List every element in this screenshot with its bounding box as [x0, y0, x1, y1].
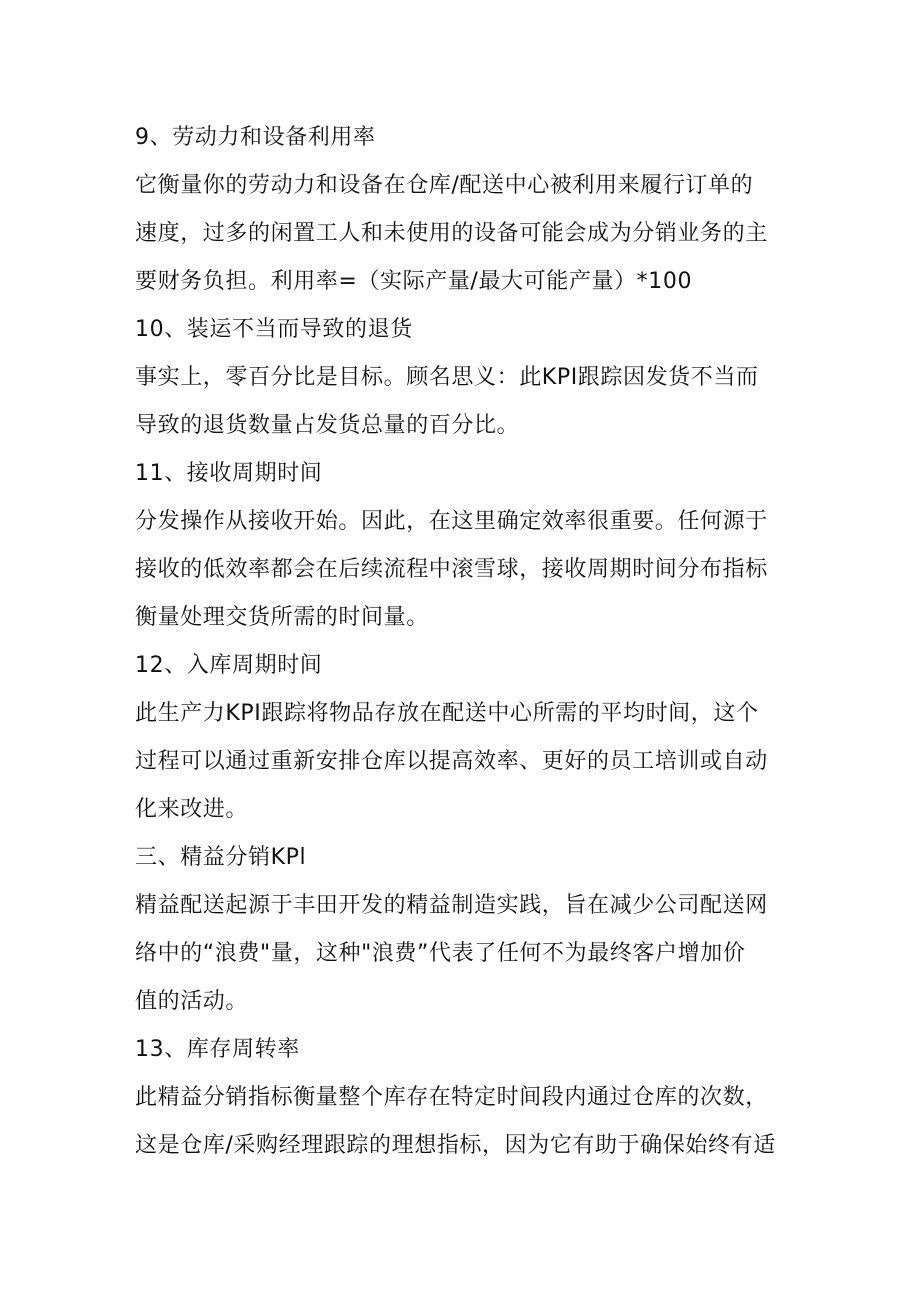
paragraph-line: 衡量处理交货所需的时间量。	[135, 605, 429, 630]
paragraph-line: 此生产力KPI跟踪将物品存放在配送中心所需的平均时间，这个	[135, 701, 759, 726]
paragraph-line: 分发操作从接收开始。因此，在这里确定效率很重要。任何源于	[135, 509, 768, 534]
paragraph-line: 接收的低效率都会在后续流程中滚雪球，接收周期时间分布指标	[135, 557, 768, 582]
section-heading-13: 13、库存周转率	[135, 1037, 300, 1062]
section-heading-9: 9、劳动力和设备利用率	[135, 125, 376, 150]
paragraph-line: 导致的退货数量占发货总量的百分比。	[135, 413, 520, 438]
paragraph-line: 化来改进。	[135, 797, 249, 822]
paragraph-line: 络中的“浪费"量，这种"浪费”代表了任何不为最终客户增加价	[135, 941, 746, 966]
paragraph-line: 事实上，零百分比是目标。顾名思义：此KPI跟踪因发货不当而	[135, 365, 759, 390]
document-body	[135, 114, 800, 1170]
paragraph-line: 这是仓库/采购经理跟踪的理想指标，因为它有助于确保始终有适	[135, 1133, 776, 1158]
paragraph-line: 此精益分销指标衡量整个库存在特定时间段内通过仓库的次数，	[135, 1085, 768, 1110]
section-heading-10: 10、装运不当而导致的退货	[135, 317, 413, 342]
section-heading-11: 11、接收周期时间	[135, 461, 323, 486]
paragraph-line: 速度，过多的闲置工人和未使用的设备可能会成为分销业务的主	[135, 221, 768, 246]
paragraph-line: 值的活动。	[135, 989, 249, 1014]
paragraph-line: 精益配送起源于丰田开发的精益制造实践，旨在减少公司配送网	[135, 893, 768, 918]
chapter-heading-lean-kpi: 三、精益分销KPl	[135, 845, 307, 870]
paragraph-line: 过程可以通过重新安排仓库以提高效率、更好的员工培训或自动	[135, 749, 768, 774]
paragraph-line: 它衡量你的劳动力和设备在仓库/配送中心被利用来履行订单的	[135, 173, 754, 198]
paragraph-line: 要财务负担。利用率=（实际产量/最大可能产量）*100	[135, 269, 693, 294]
section-heading-12: 12、入库周期时间	[135, 653, 323, 678]
